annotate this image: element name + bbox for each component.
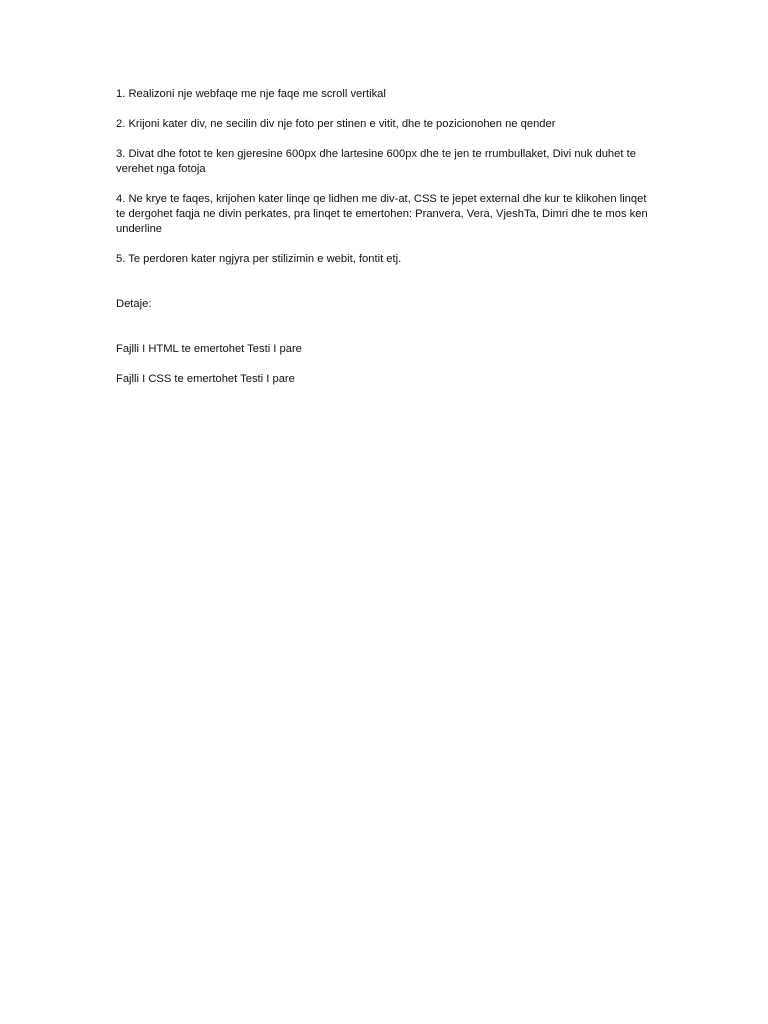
instruction-item-2: 2. Krijoni kater div, ne secilin div nje foto per stinen e vitit, dhe te pozicionohen ne qender <box>116 118 556 130</box>
details-item-css: Fajlli I CSS te emertohet Testi I pare <box>116 373 295 385</box>
document-body <box>116 87 656 402</box>
details-heading: Detaje: <box>116 298 152 310</box>
instruction-item-1: 1. Realizoni nje webfaqe me nje faqe me scroll vertikal <box>116 88 386 100</box>
instruction-item-3: 3. Divat dhe fotot te ken gjeresine 600px dhe lartesine 600px dhe te jen te rrumbullaket, Divi nuk duhet te verehet nga fotoja <box>116 148 636 175</box>
instruction-item-4: 4. Ne krye te faqes, krijohen kater linqe qe lidhen me div-at, CSS te jepet external dhe kur te klikohen linqet te dergohet faqja ne divin perkates, pra linqet te emertohen: Pranvera, Vera, VjeshTa, Dimri dhe te mos ken underline <box>116 193 648 235</box>
instruction-item-5: 5. Te perdoren kater ngjyra per stilizimin e webit, fontit etj. <box>116 253 402 265</box>
details-item-html: Fajlli I HTML te emertohet Testi I pare <box>116 343 302 355</box>
